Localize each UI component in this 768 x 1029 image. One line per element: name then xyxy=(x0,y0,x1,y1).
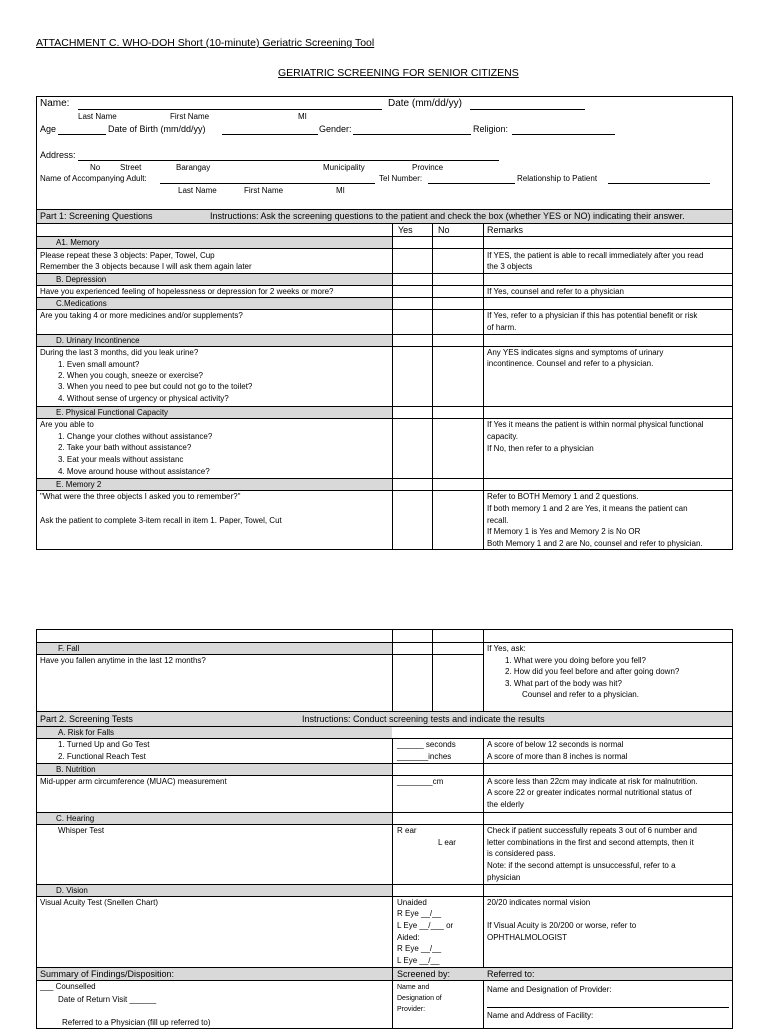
accompanying-adult-field[interactable] xyxy=(160,183,375,184)
p2-d-remark: 20/20 indicates normal vision xyxy=(487,898,591,907)
p2-a-item: 2. Functional Reach Test xyxy=(58,752,146,761)
p2-c-title: C. Hearing xyxy=(56,814,95,823)
summary-title: Summary of Findings/Disposition: xyxy=(40,969,175,979)
addr-barangay-label: Barangay xyxy=(176,163,211,172)
b-question: Have you experienced feeling of hopelessness or depression for 2 weeks or more? xyxy=(40,287,334,296)
b-depression-title: B. Depression xyxy=(56,275,107,284)
e-item: 2. Take your bath without assistance? xyxy=(58,443,192,452)
e2-memory-title: E. Memory 2 xyxy=(56,480,102,489)
d-item: 2. When you cough, sneeze or exercise? xyxy=(58,371,203,380)
p2-b-remark: A score less than 22cm may indicate at risk for malnutrition. xyxy=(487,777,698,786)
p2-c-remark: is considered pass. xyxy=(487,849,556,858)
provider-field[interactable]: Name and Designation of Provider: xyxy=(487,985,612,994)
dob-field[interactable] xyxy=(222,134,318,135)
relationship-label: Relationship to Patient xyxy=(517,174,598,183)
e-item: 3. Eat your meals without assistanc xyxy=(58,455,184,464)
p2-c-question: Whisper Test xyxy=(58,826,105,835)
p2-a-remark: A score of below 12 seconds is normal xyxy=(487,740,624,749)
screener-name-label: Designation of xyxy=(397,995,442,1002)
p2-d-remark: If Visual Acuity is 20/200 or worse, refer to xyxy=(487,921,637,930)
f-fall-title: F. Fall xyxy=(58,644,80,653)
e-remark-1: If Yes it means the patient is within normal physical functional xyxy=(487,420,704,429)
e2-remark: Both Memory 1 and 2 are No, counsel and refer to physician. xyxy=(487,539,703,548)
addr-municipality-label: Municipality xyxy=(323,163,365,172)
col-remarks: Remarks xyxy=(487,225,524,235)
unaided-left-eye-field[interactable]: L Eye __/___ or xyxy=(397,921,454,930)
p2-c-remark: letter combinations in the first and second attempts, then it xyxy=(487,838,694,847)
aided-left-eye-field[interactable]: L Eye __/__ xyxy=(397,956,440,965)
relationship-field[interactable] xyxy=(608,183,710,184)
f-remark-head: If Yes, ask: xyxy=(487,644,526,653)
return-visit-field[interactable]: Date of Return Visit ______ xyxy=(58,995,157,1004)
col-yes: Yes xyxy=(398,225,413,235)
part1-instructions: Instructions: Ask the screening questions to the patient and check the box (whether YES or NO) indicating their answer. xyxy=(210,211,685,221)
e2-remark: If Memory 1 is Yes and Memory 2 is No OR xyxy=(487,527,641,536)
c-question: Are you taking 4 or more medicines and/or supplements? xyxy=(40,311,243,320)
tug-seconds-field[interactable]: ______ seconds xyxy=(397,740,456,749)
c-remark-1: If Yes, refer to a physician if this has potential benefit or risk xyxy=(487,311,698,320)
name-sub-last: Last Name xyxy=(78,112,117,121)
gender-label: Gender: xyxy=(319,124,352,134)
unaided-right-eye-field[interactable]: R Eye __/__ xyxy=(397,909,442,918)
referred-to-label: Referred to: xyxy=(487,969,535,979)
d-urinary-title: D. Urinary Incontinence xyxy=(56,336,140,345)
f-question: Have you fallen anytime in the last 12 months? xyxy=(40,656,206,665)
col-no: No xyxy=(438,225,450,235)
religion-field[interactable] xyxy=(512,134,615,135)
religion-label: Religion: xyxy=(473,124,509,134)
e2-remark: Refer to BOTH Memory 1 and 2 questions. xyxy=(487,492,639,501)
addr-no-label: No xyxy=(90,163,101,172)
e-physical-title: E. Physical Functional Capacity xyxy=(56,408,169,417)
c-medications-title: C.Medications xyxy=(56,299,107,308)
reach-inches-field[interactable]: _______inches xyxy=(397,752,452,761)
referred-physician-label: Referred to a Physician (fill up referred to) xyxy=(62,1018,211,1027)
e-item: 4. Move around house without assistance? xyxy=(58,467,210,476)
facility-field[interactable]: Name and Address of Facility: xyxy=(487,1011,594,1020)
e2-remark: If both memory 1 and 2 are Yes, it means the patient can xyxy=(487,504,688,513)
muac-cm-field[interactable]: ________cm xyxy=(397,777,444,786)
p2-a-remark: A score of more than 8 inches is normal xyxy=(487,752,628,761)
screener-name-label: Provider: xyxy=(397,1006,426,1013)
p2-b-question: Mid-upper arm circumference (MUAC) measurement xyxy=(40,777,227,786)
left-ear-field[interactable]: L ear xyxy=(438,838,456,847)
d-question: During the last 3 months, did you leak urine? xyxy=(40,348,199,357)
name-sub-first: First Name xyxy=(170,112,210,121)
d-item: 1. Even small amount? xyxy=(58,360,140,369)
f-remark-item: 2. How did you feel before and after going down? xyxy=(505,667,680,676)
e-remark-3: If No, then refer to a physician xyxy=(487,444,594,453)
e2-remark: recall. xyxy=(487,516,509,525)
part2-title: Part 2. Screening Tests xyxy=(40,714,133,724)
p2-b-remark: A score 22 or greater indicates normal nutritional status of xyxy=(487,788,692,797)
right-ear-field[interactable]: R ear xyxy=(397,826,417,835)
adult-sub-mi: MI xyxy=(336,186,345,195)
vision-unaided-label: Unaided xyxy=(397,898,427,907)
p2-d-title: D. Vision xyxy=(56,886,88,895)
gender-field[interactable] xyxy=(353,134,471,135)
e2-question-2: Ask the patient to complete 3-item recall in item 1. Paper, Towel, Cut xyxy=(40,516,282,525)
p2-a-title: A. Risk for Falls xyxy=(58,728,115,737)
dob-label: Date of Birth (mm/dd/yy) xyxy=(108,124,206,134)
e-item: 1. Change your clothes without assistance? xyxy=(58,432,213,441)
a1-question-2: Remember the 3 objects because I will ask them again later xyxy=(40,262,252,271)
f-remark-last: Counsel and refer to a physician. xyxy=(522,690,639,699)
p2-c-remark: Note: if the second attempt is unsuccessful, refer to a xyxy=(487,861,676,870)
a1-memory-title: A1. Memory xyxy=(56,238,100,247)
adult-sub-first: First Name xyxy=(244,186,284,195)
f-remark-item: 3. What part of the body was hit? xyxy=(505,679,622,688)
p2-b-title: B. Nutrition xyxy=(56,765,96,774)
counselled-checkbox[interactable]: ___ Counselled xyxy=(40,982,96,991)
address-label: Address: xyxy=(40,150,76,160)
addr-street-label: Street xyxy=(120,163,142,172)
tel-label: Tel Number: xyxy=(379,174,423,183)
p2-d-question: Visual Acuity Test (Snellen Chart) xyxy=(40,898,158,907)
adult-sub-last: Last Name xyxy=(178,186,217,195)
p2-d-remark: OPHTHALMOLOGIST xyxy=(487,933,568,942)
screened-by-label: Screened by: xyxy=(397,969,451,979)
e-remark-2: capacity. xyxy=(487,432,518,441)
name-label: Name: xyxy=(40,98,70,109)
age-label: Age xyxy=(40,124,57,134)
p2-c-remark: Check if patient successfully repeats 3 out of 6 number and xyxy=(487,826,697,835)
a1-remark-1: If YES, the patient is able to recall immediately after you read xyxy=(487,251,704,260)
e2-question: "What were the three objects I asked you to remember?" xyxy=(40,492,241,501)
f-remark-item: 1. What were you doing before you fell? xyxy=(505,656,646,665)
a1-remark-2: the 3 objects xyxy=(487,262,533,271)
part1-title: Part 1: Screening Questions xyxy=(40,211,153,221)
d-item: 3. When you need to pee but could not go to the toilet? xyxy=(58,382,253,391)
p2-c-remark: physician xyxy=(487,873,521,882)
attachment-title: ATTACHMENT C. WHO-DOH Short (10-minute) Geriatric Screening Tool xyxy=(36,37,375,49)
e-question: Are you able to xyxy=(40,420,94,429)
d-item: 4. Without sense of urgency or physical activity? xyxy=(58,394,229,403)
aided-right-eye-field[interactable]: R Eye __/__ xyxy=(397,944,442,953)
d-remark-2: incontinence. Counsel and refer to a physician. xyxy=(487,359,654,368)
c-remark-2: of harm. xyxy=(487,323,517,332)
addr-province-label: Province xyxy=(412,163,444,172)
date-label: Date (mm/dd/yy) xyxy=(388,98,462,109)
d-remark-1: Any YES indicates signs and symptoms of urinary xyxy=(487,348,664,357)
name-sub-mi: MI xyxy=(298,112,307,121)
vision-aided-label: Aided: xyxy=(397,933,420,942)
age-field[interactable] xyxy=(58,134,106,135)
b-remark: If Yes, counsel and refer to a physician xyxy=(487,287,624,296)
a1-question-1: Please repeat these 3 objects: Paper, Towel, Cup xyxy=(40,251,215,260)
address-field[interactable] xyxy=(78,160,499,161)
tel-field[interactable] xyxy=(428,183,515,184)
p2-b-remark: the elderly xyxy=(487,800,524,809)
form-title: GERIATRIC SCREENING FOR SENIOR CITIZENS xyxy=(278,67,519,79)
part2-instructions: Instructions: Conduct screening tests and indicate the results xyxy=(302,714,545,724)
accompanying-adult-label: Name of Accompanying Adult: xyxy=(40,174,147,183)
screener-name-label: Name and xyxy=(397,984,430,991)
p2-a-item: 1. Turned Up and Go Test xyxy=(58,740,150,749)
